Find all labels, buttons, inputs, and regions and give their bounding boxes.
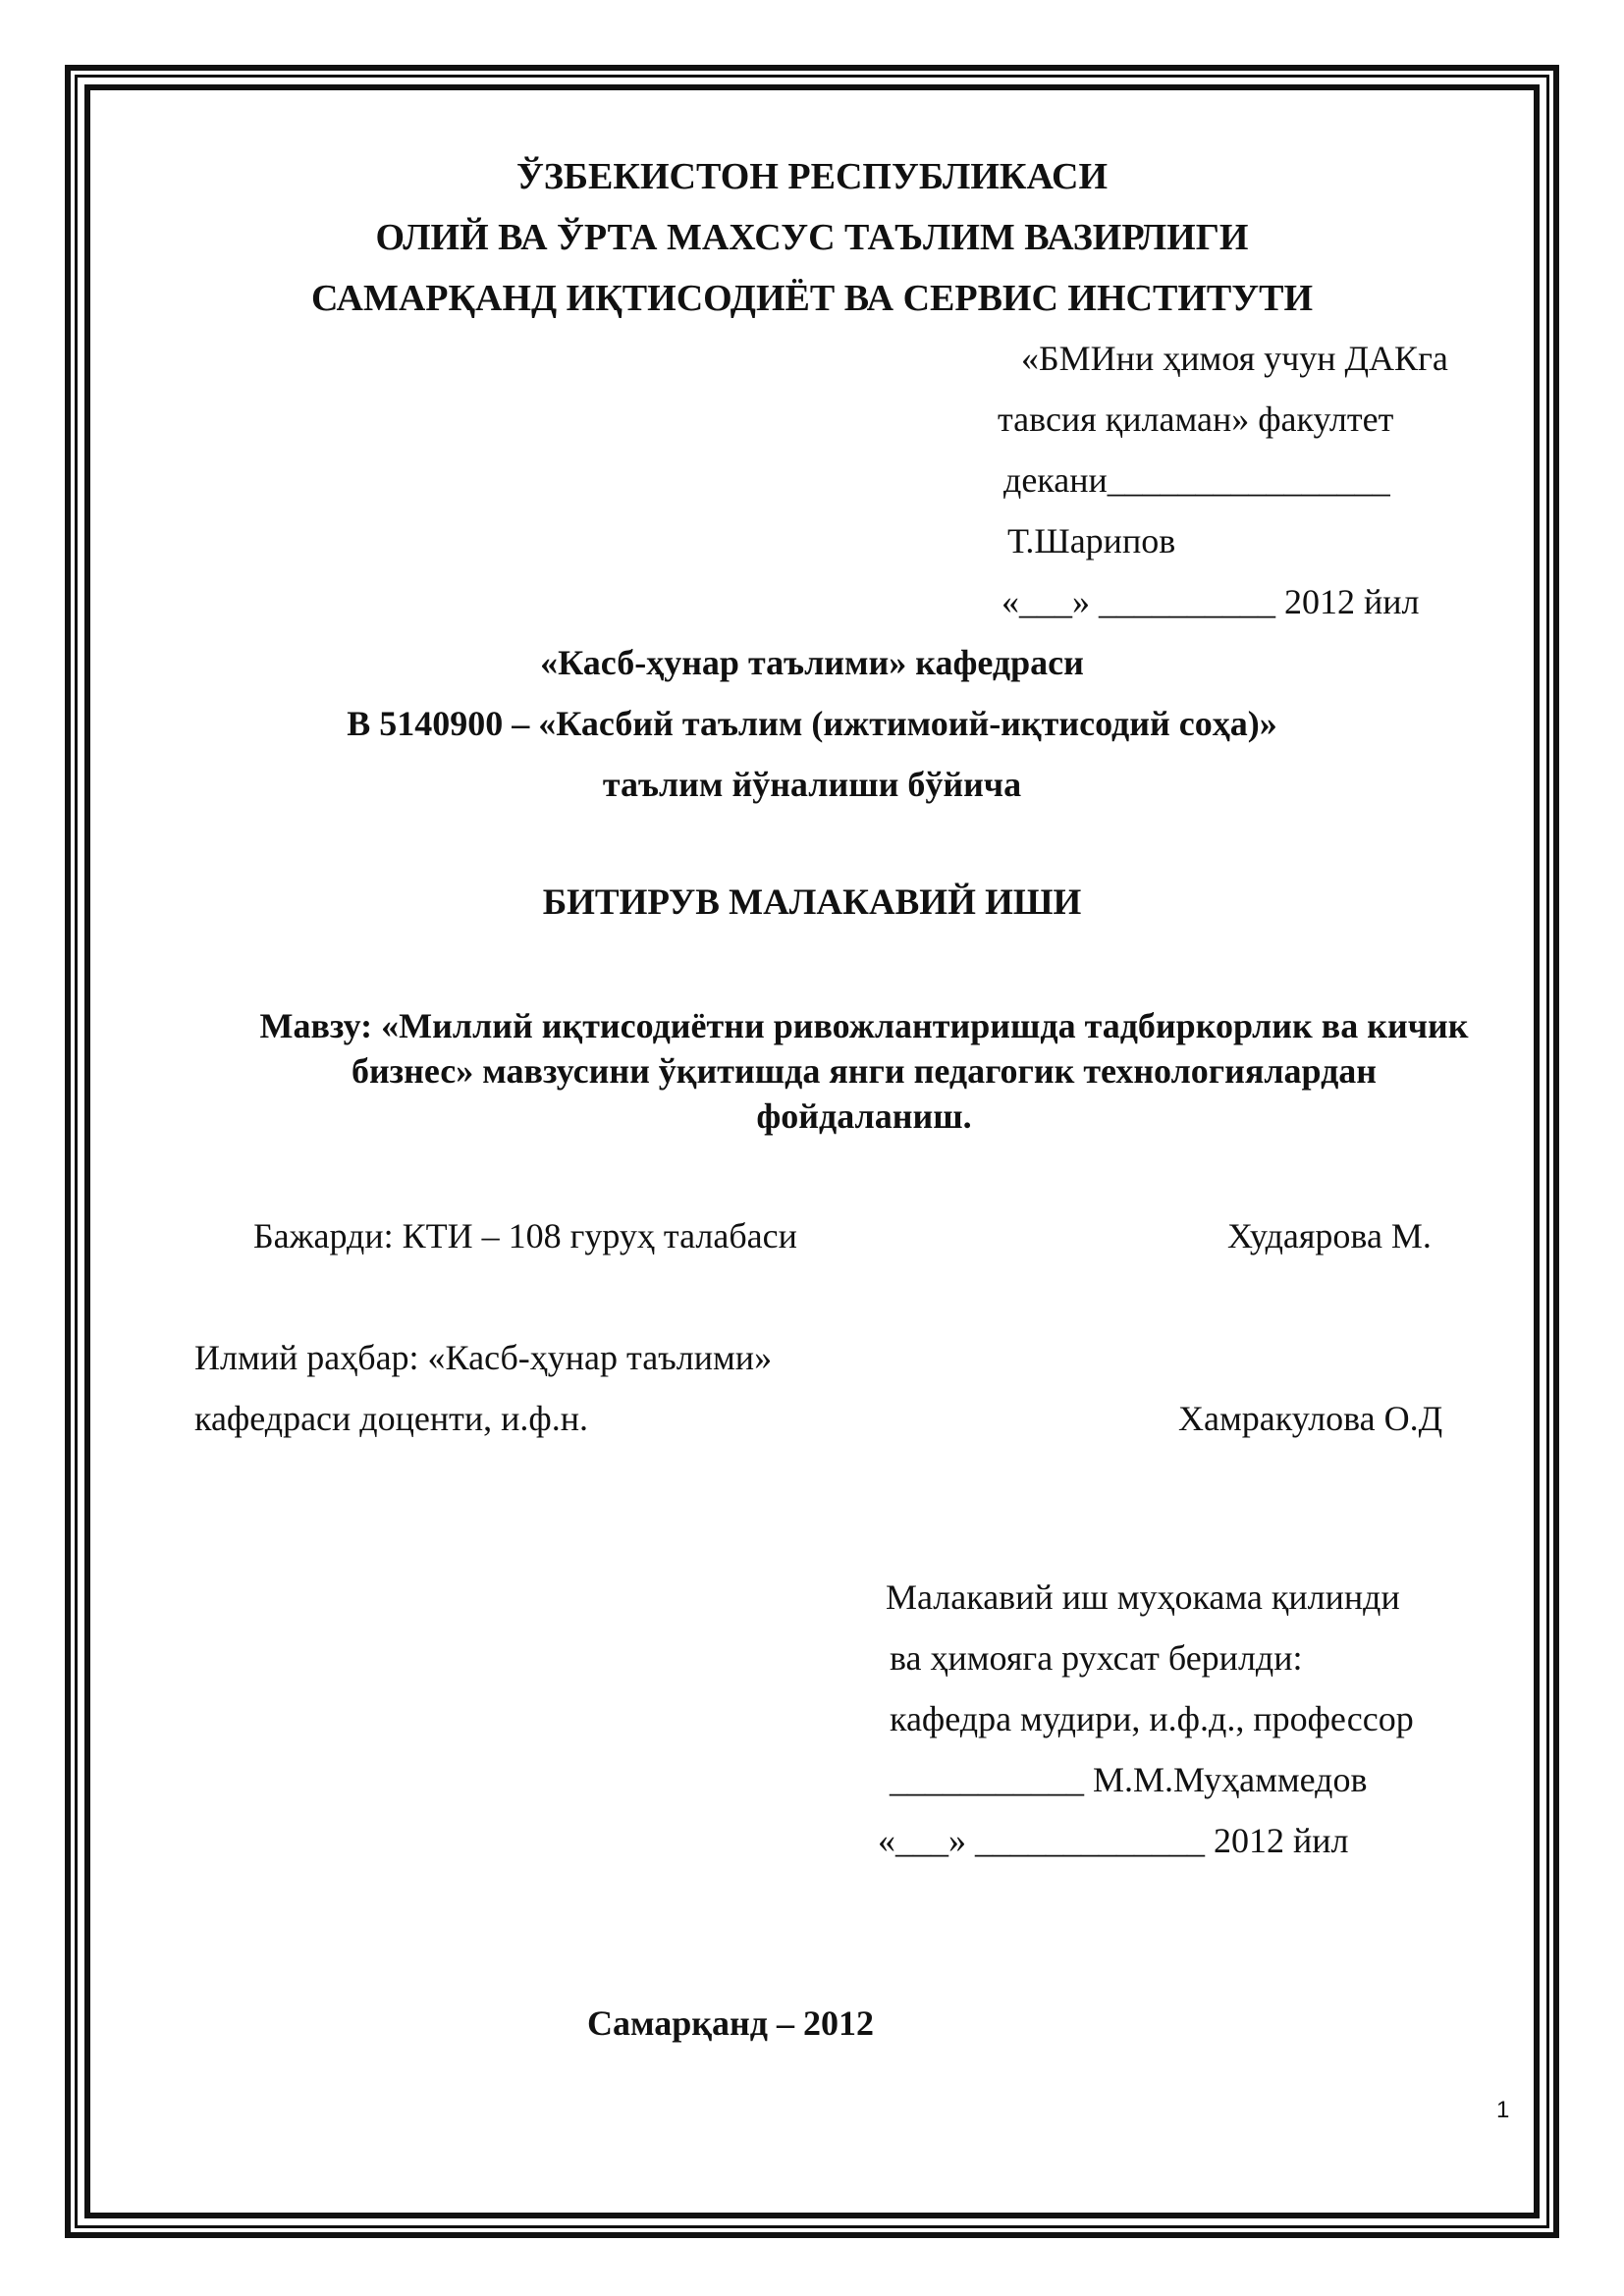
topic-block: [177, 1003, 1551, 1139]
specialty-direction: таълим йўналиши бўйича: [602, 765, 1022, 804]
approval-line-3: декани________________: [1003, 460, 1390, 500]
supervisor-name: Хамракулова О.Д: [1178, 1399, 1443, 1438]
approval-dean-name: Т.Шарипов: [1007, 521, 1176, 561]
header-ministry: ОЛИЙ ВА ЎРТА МАХСУС ТАЪЛИМ ВАЗИРЛИГИ: [375, 217, 1249, 258]
supervisor-line-2: кафедраси доценти, и.ф.н.: [194, 1399, 588, 1438]
performer-name: Худаярова М.: [1227, 1216, 1432, 1255]
work-title: БИТИРУВ МАЛАКАВИЙ ИШИ: [542, 882, 1082, 923]
performer-label: Бажарди: КТИ – 108 гуруҳ талабаси: [253, 1216, 797, 1255]
approval-line-1: «БМИни ҳимоя учун ДАКга: [1021, 339, 1448, 378]
topic-line-3: фойдаланиш.: [756, 1096, 972, 1136]
city-year: Самарқанд – 2012: [587, 2003, 874, 2043]
discussion-head-name: ___________ М.М.Муҳаммедов: [890, 1760, 1368, 1799]
header-institute: САМАРҚАНД ИҚТИСОДИЁТ ВА СЕРВИС ИНСТИТУТИ: [310, 278, 1314, 319]
discussion-line-1: Малакавий иш муҳокама қилинди: [886, 1577, 1400, 1617]
topic-line-1: Мавзу: «Миллий иқтисодиётни ривожлантиришда тадбиркорлик ва кичик: [259, 1006, 1469, 1045]
discussion-line-2: ва ҳимояга рухсат берилди:: [890, 1638, 1303, 1678]
approval-date: «___» __________ 2012 йил: [1001, 582, 1420, 621]
approval-line-2: тавсия қиламан» факултет: [998, 400, 1394, 439]
discussion-line-3: кафедра мудири, и.ф.д., профессор: [890, 1699, 1414, 1738]
supervisor-line-1: Илмий раҳбар: «Касб-ҳунар таълими»: [194, 1338, 773, 1377]
page-number: 1: [1496, 2097, 1510, 2123]
discussion-date: «___» _____________ 2012 йил: [878, 1821, 1349, 1860]
topic-line-2: бизнес» мавзусини ўқитишда янги педагогик технологиялардан: [351, 1051, 1378, 1091]
specialty-code: В 5140900 – «Касбий таълим (ижтимоий-иқтисодий соҳа)»: [347, 704, 1277, 743]
department-name: «Касб-ҳунар таълими» кафедраси: [540, 643, 1084, 682]
header-republic: ЎЗБЕКИСТОН РЕСПУБЛИКАСИ: [515, 156, 1109, 197]
